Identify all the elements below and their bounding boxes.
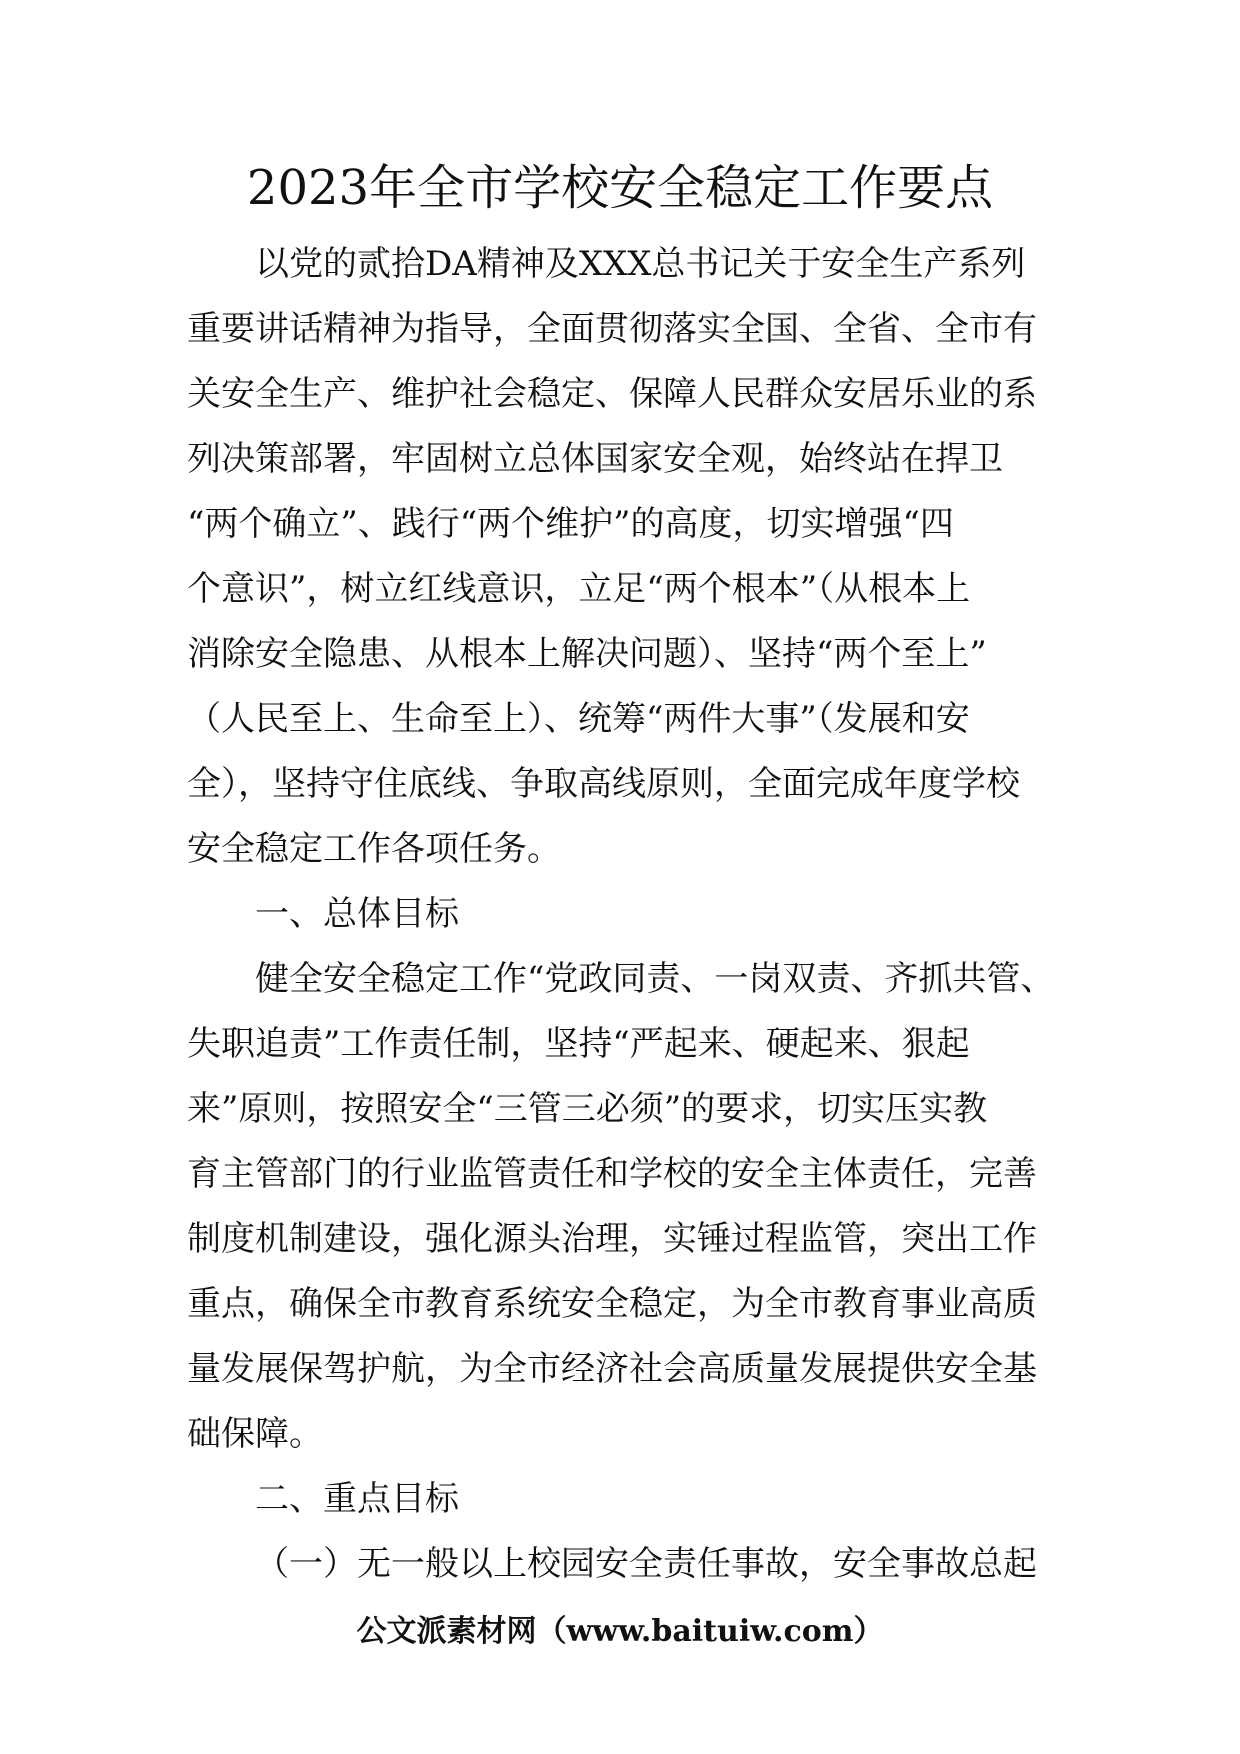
- paragraph-line: “两个确立”、践行“两个维护”的高度，切实增强“四: [187, 504, 954, 544]
- paragraph-line: 安全稳定工作各项任务。: [187, 829, 561, 869]
- paragraph-line: （一）无一般以上校园安全责任事故，安全事故总起: [255, 1544, 1037, 1584]
- section-heading-key-goals: 二、重点目标: [255, 1479, 459, 1519]
- paragraph-line: 失职追责”工作责任制，坚持“严起来、硬起来、狠起: [187, 1024, 970, 1064]
- paragraph-line: 健全安全稳定工作“党政同责、一岗双责、齐抓共管、: [255, 959, 1055, 999]
- paragraph-line: 制度机制建设，强化源头治理，实锤过程监管，突出工作: [187, 1219, 1037, 1259]
- paragraph-line: 以党的贰拾DA精神及XXX总书记关于安全生产系列: [255, 244, 1026, 284]
- paragraph-line: 础保障。: [187, 1414, 323, 1454]
- paragraph-line: （人民至上、生命至上）、统筹“两件大事”（发展和安: [187, 699, 970, 739]
- document-body: [187, 232, 1067, 1597]
- paragraph-line: 量发展保驾护航，为全市经济社会高质量发展提供安全基: [187, 1349, 1037, 1389]
- paragraph-line: 消除安全隐患、从根本上解决问题）、坚持“两个至上”: [187, 634, 987, 674]
- paragraph-line: 重点，确保全市教育系统安全稳定，为全市教育事业高质: [187, 1284, 1037, 1324]
- paragraph-line: 全），坚持守住底线、争取高线原则，全面完成年度学校: [187, 764, 1020, 804]
- paragraph-line: 关安全生产、维护社会稳定、保障人民群众安居乐业的系: [187, 374, 1037, 414]
- paragraph-line: 来”原则，按照安全“三管三必须”的要求，切实压实教: [187, 1089, 988, 1129]
- paragraph-line: 重要讲话精神为指导，全面贯彻落实全国、全省、全市有: [187, 309, 1037, 349]
- paragraph-line: 列决策部署，牢固树立总体国家安全观，始终站在捍卫: [187, 439, 1003, 479]
- document-title: 2023年全市学校安全稳定工作要点: [246, 160, 994, 216]
- footer-watermark-text: 公文派素材网（www.baituiw.com）: [356, 1614, 884, 1649]
- paragraph-line: 个意识”，树立红线意识，立足“两个根本”（从根本上: [187, 569, 971, 609]
- section-heading-overall-goals: 一、总体目标: [255, 894, 459, 934]
- paragraph-line: 育主管部门的行业监管责任和学校的安全主体责任，完善: [187, 1154, 1037, 1194]
